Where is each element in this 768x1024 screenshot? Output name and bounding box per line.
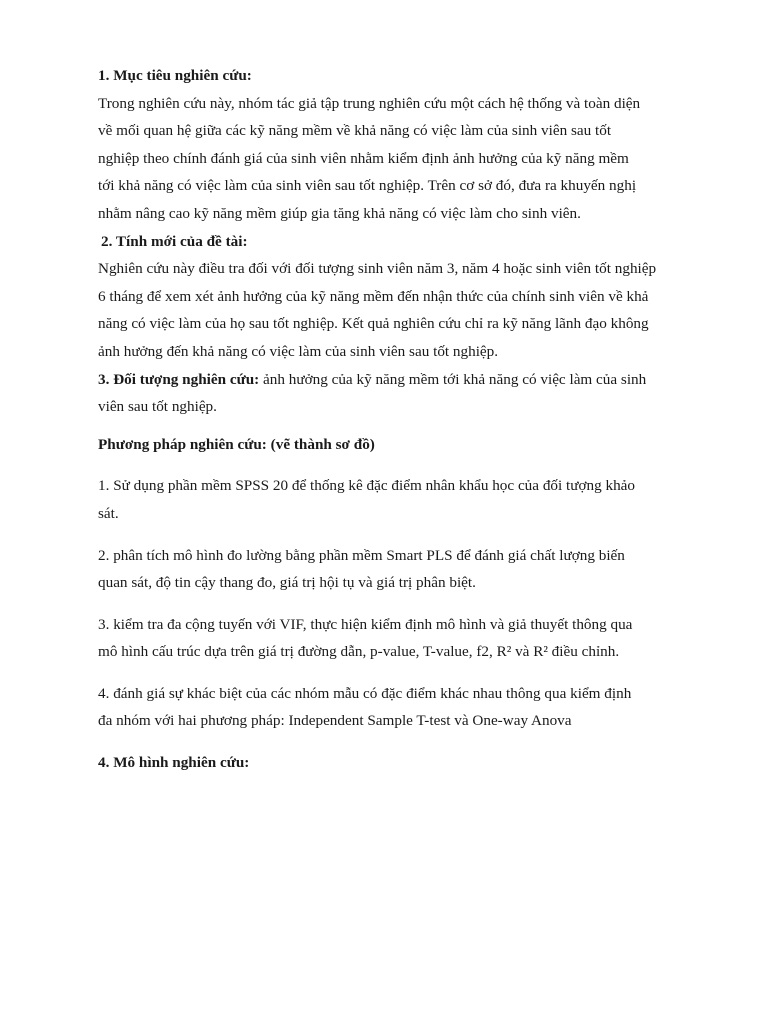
- section-research-objectives: [98, 62, 722, 228]
- method-item: [98, 472, 722, 527]
- document-page: [98, 62, 722, 777]
- section-novelty: [98, 228, 722, 366]
- paragraph-line: về mối quan hệ giữa các kỹ năng mềm về khả năng có việc làm của sinh viên sau tốt: [98, 122, 612, 140]
- paragraph-line: mô hình cấu trúc dựa trên giá trị đường dẫn, p-value, T-value, f2, R² và R² điều chỉnh.: [98, 643, 620, 661]
- paragraph-line: Nghiên cứu này điều tra đối với đối tượng sinh viên năm 3, năm 4 hoặc sinh viên tốt nghiệp: [98, 260, 657, 278]
- paragraph-line: nhằm nâng cao kỹ năng mềm giúp gia tăng khả năng có việc làm cho sinh viên.: [98, 204, 581, 222]
- section-heading: 1. Mục tiêu nghiên cứu:: [98, 67, 252, 84]
- paragraph-line: [98, 366, 722, 394]
- method-item: [98, 680, 722, 735]
- paragraph-line: 2. phân tích mô hình đo lường bằng phần mềm Smart PLS để đánh giá chất lượng biến: [98, 546, 625, 564]
- paragraph-line: 3. kiểm tra đa cộng tuyến với VIF, thực hiện kiểm định mô hình và giả thuyết thông qua: [98, 615, 633, 633]
- paragraph-line: 1. Sử dụng phần mềm SPSS 20 để thống kê đặc điểm nhân khẩu học của đối tượng khảo: [98, 477, 636, 495]
- paragraph-line: 4. đánh giá sự khác biệt của các nhóm mẫu có đặc điểm khác nhau thông qua kiểm định: [98, 684, 632, 702]
- section-methods: [98, 431, 722, 735]
- inline-text: ảnh hưởng của kỹ năng mềm tới khả năng có việc làm của sinh: [259, 370, 647, 388]
- paragraph-line: quan sát, độ tin cậy thang đo, giá trị hội tụ và giá trị phân biệt.: [98, 574, 476, 592]
- paragraph-line: đa nhóm với hai phương pháp: Independent Sample T-test và One-way Anova: [98, 712, 572, 730]
- paragraph-line: Trong nghiên cứu này, nhóm tác giả tập trung nghiên cứu một cách hệ thống và toàn diện: [98, 94, 641, 112]
- section-research-model: [98, 749, 722, 777]
- paragraph-line: sát.: [98, 504, 119, 522]
- section-heading: 2. Tính mới của đề tài:: [101, 232, 248, 250]
- method-item: [98, 542, 722, 597]
- paragraph-line: ảnh hưởng đến khả năng có việc làm của sinh viên sau tốt nghiệp.: [98, 342, 499, 360]
- section-heading: Phương pháp nghiên cứu: (vẽ thành sơ đồ): [98, 435, 375, 453]
- section-research-subject: [98, 366, 722, 421]
- paragraph-line: nghiệp theo chính đánh giá của sinh viên nhằm kiểm định ảnh hưởng của kỹ năng mềm: [98, 149, 629, 167]
- paragraph-line: 6 tháng để xem xét ảnh hưởng của kỹ năng mềm đến nhận thức của chính sinh viên về khả: [98, 287, 649, 305]
- section-heading: 3. Đối tượng nghiên cứu:: [98, 370, 260, 388]
- section-heading: 4. Mô hình nghiên cứu:: [98, 754, 250, 772]
- paragraph-line: năng có việc làm của họ sau tốt nghiệp. Kết quả nghiên cứu chỉ ra kỹ năng lãnh đạo không: [98, 315, 649, 333]
- paragraph-line: tới khả năng có việc làm của sinh viên sau tốt nghiệp. Trên cơ sở đó, đưa ra khuyến nghị: [98, 177, 637, 195]
- method-item: [98, 611, 722, 666]
- paragraph-line: viên sau tốt nghiệp.: [98, 398, 217, 416]
